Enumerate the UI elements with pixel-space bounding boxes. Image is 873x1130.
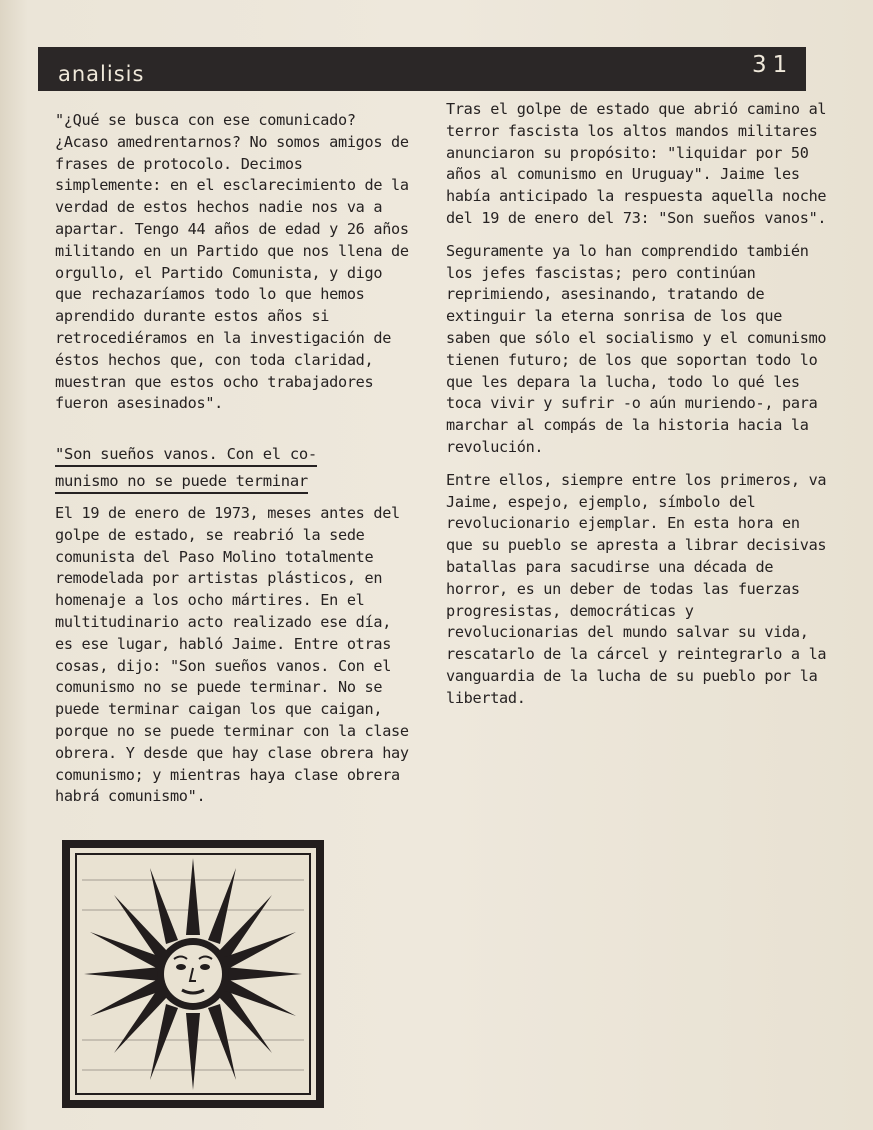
section-label: analisis xyxy=(58,62,145,86)
subheading-line-2: munismo no se puede terminar xyxy=(55,472,308,494)
quote-paragraph: "¿Qué se busca con ese comunicado? ¿Acaso amedrentarnos? No somos amigos de frases de protocolo. Decimos simplemente: en el esclarecimiento de la verdad de estos hechos nadie nos va a apartar. Tengo 44 años de edad y 26 años militando en un Partido que nos llena de orgullo, el Partido Comunista, y digo que rechazaríamos todo lo que hemos aprendido durante estos años si retrocediéramos en la investigación de éstos hechos que, con toda claridad, muestran que estos ocho trabajadores fueron asesinados". xyxy=(55,111,409,413)
body-paragraph-1: Tras el golpe de estado que abrió camino al terror fascista los altos mandos militares anunciaron su propósito: "liquidar por 50 años al comunismo en Uruguay". Jaime les había anticipado la respuesta aquella noche del 19 de enero del 73: "Son sueños vanos". xyxy=(446,100,827,227)
right-column xyxy=(446,99,831,710)
left-column-bottom xyxy=(55,503,415,808)
left-column-top xyxy=(55,110,415,415)
sun-face-icon xyxy=(62,840,324,1108)
body-paragraph-3: Entre ellos, siempre entre los primeros, va Jaime, espejo, ejemplo, símbolo del revolucionario ejemplar. En esta hora en que su pueblo se apresta a librar decisivas batallas para sacudirse una década de horror, es un deber de todas las fuerzas progresistas, democráticas y revolucionarias del mundo salvar su vida, rescatarlo de la cárcel y reintegrarlo a la vanguardia de la lucha de su pueblo por la libertad. xyxy=(446,470,827,707)
body-paragraph: El 19 de enero de 1973, meses antes del golpe de estado, se reabrió la sede comunista del Paso Molino totalmente remodelada por artistas plásticos, en homenaje a los ocho mártires. En el multitudinario acto realizado ese día, es ese lugar, habló Jaime. Entre otras cosas, dijo: "Son sueños vanos. Con el comunismo no se puede terminar. No se puede terminar caigan los que caigan, porque no se puede terminar con la clase obrera. Y desde que hay clase obrera hay comunismo; y mientras haya clase obrera habrá comunismo". xyxy=(55,504,409,806)
page-number: 31 xyxy=(752,52,794,78)
body-paragraph-2: Seguramente ya lo han comprendido también los jefes fascistas; pero continúan reprimiendo, asesinando, tratando de extinguir la eterna sonrisa de los que saben que sólo el socialismo y el comunismo tienen futuro; de los que soportan todo lo que les depara la lucha, todo lo qué les toca vivir y sufrir -o aún muriendo-, para marchar al compás de la historia hacia la revolución. xyxy=(446,241,827,456)
section-header-bar xyxy=(38,47,806,91)
subheading-line-1: "Son sueños vanos. Con el co- xyxy=(55,445,317,467)
